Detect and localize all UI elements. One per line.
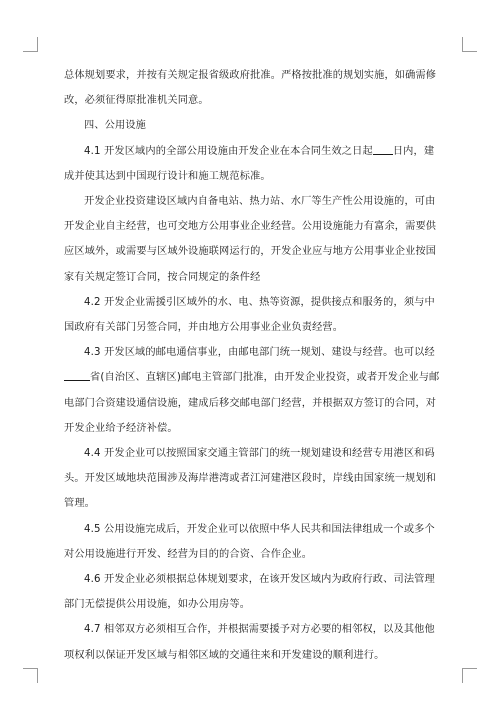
section-heading: 四、公用设施 (84, 120, 147, 132)
paragraph-4-6: 4.6 开发企业必须根据总体规划要求，在该开发区域内为政府行政、司法管理部门无偿提供公用设施，如办公用房等。 (64, 574, 435, 611)
paragraph-4-7: 4.7 相邻双方必须相互合作，并根据需要援予对方必要的相邻权，以及其他他项权利以保证开发区域与相邻区域的交通往来和开发建设的顺利进行。 (64, 624, 435, 661)
crop-mark-top-right (462, 37, 477, 52)
fill-in-blank-days[interactable] (373, 143, 393, 155)
crop-mark-top-left (23, 37, 38, 52)
crop-mark-bottom-right (462, 668, 477, 683)
paragraph-4-2: 4.2 开发企业需援引区域外的水、电、热等资源，提供接点和服务的，须与中国政府有关部门另签合同，并由地方公用事业企业负责经营。 (64, 296, 435, 334)
fill-in-blank-province-a[interactable] (64, 369, 84, 381)
paragraph-4-1 (64, 139, 440, 189)
paragraph-intro: 总体规划要求，并按有关规定报省级政府批准。严格按批准的规划实施，如确需修改，必须征得原批准机关同意。 (64, 70, 437, 107)
paragraph-4-5: 4.5 公用设施完成后，开发企业可以依照中华人民共和国法律组成一个或多个对公用设施进行开发、经营为目的的合资、合作企业。 (64, 523, 435, 560)
paragraph-4-3 (64, 340, 440, 441)
paragraph-4-3-text-b: 省(自治区、直辖区)邮电主管部门批准，由开发企业投资，或者开发企业与邮电部门合资建设通信设施，建成后移交邮电部门经营，并根据双方签订的合同，对开发企业给予经济补偿。 (64, 372, 440, 434)
paragraph-4-1-continued: 开发企业投资建设区域内自备电站、热力站、水厂等生产性公用设施的，可由开发企业自主经营，也可交地方公用事业企业经营。公用设施能力有富余，需要供应区域外，或需要与区域外设施联网运行的，开发企业应与地方公用事业企业按国家有关规定签订合同，按合同规定的条件经 (64, 196, 437, 283)
paragraph-4-1-text-b: 日内，建成并使其达到中国现行设计和施工规范标准。 (64, 145, 435, 182)
paragraph-4-4: 4.4 开发企业可以按照国家交通主管部门的统一规划建设和经营专用港区和码头。开发区域地块范围涉及海岸港湾或者江河建港区段时，岸线由国家统一规划和管理。 (64, 448, 437, 510)
crop-mark-bottom-left (23, 668, 38, 683)
document-body (64, 63, 440, 668)
paragraph-4-1-text-a: 4.1 开发区域内的全部公用设施由开发企业在本合同生效之日起 (84, 145, 373, 157)
paragraph-4-3-text-a: 4.3 开发区域的邮电通信事业，由邮电部门统一规划、建设与经营。也可以经 (84, 347, 435, 359)
